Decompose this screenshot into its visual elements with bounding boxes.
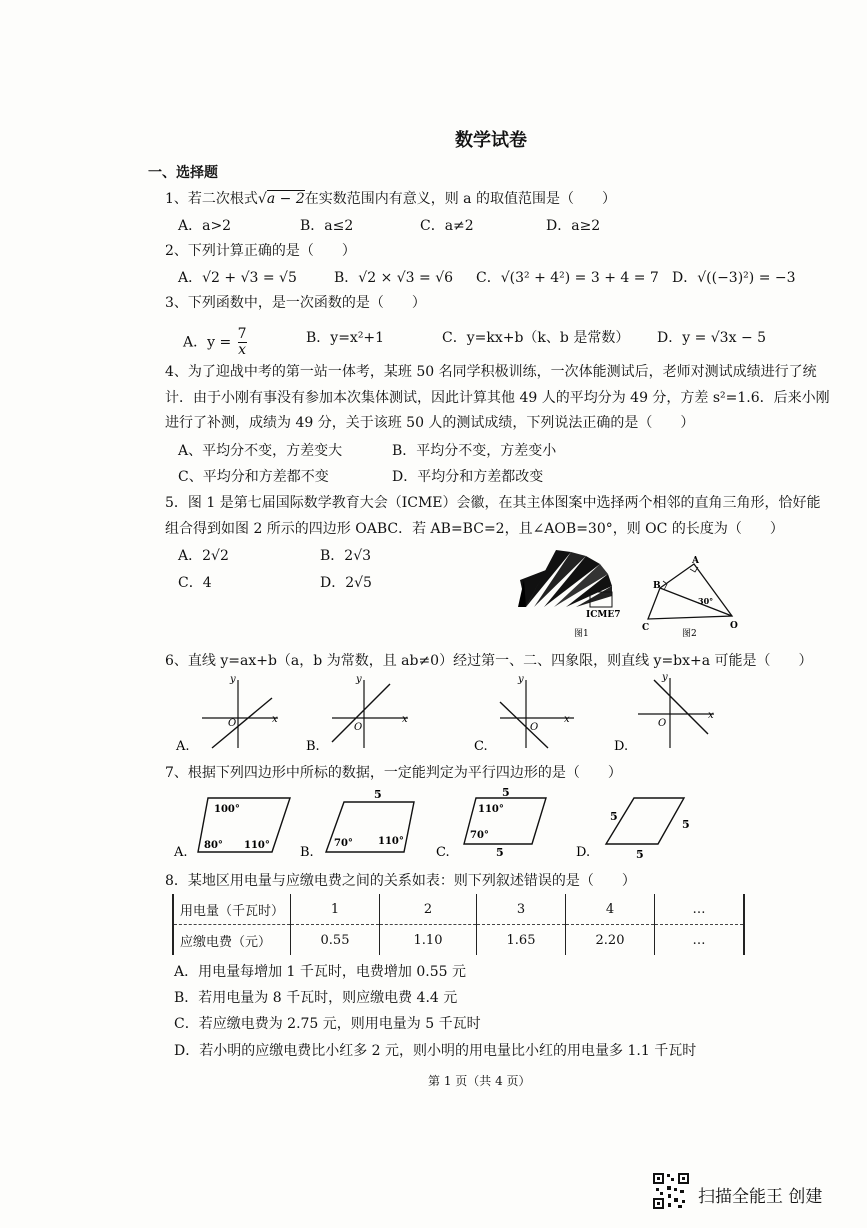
q8-option-a: A．用电量每增加 1 千瓦时，电费增加 0.55 元 xyxy=(174,964,466,980)
question-5-line-1: 5．图 1 是第七届国际数学教育大会（ICME）会徽，在其主体图案中选择两个相邻的直角三角形，恰好能 xyxy=(165,495,821,511)
section-heading: 一、选择题 xyxy=(148,165,218,181)
option-d-label: D. xyxy=(614,739,629,754)
origin-label: O xyxy=(658,718,667,729)
figure-2-caption: 图2 xyxy=(682,629,697,639)
question-8-stem: 8．某地区用电量与应缴电费之间的关系如表：则下列叙述错误的是（ ） xyxy=(165,873,636,889)
table-cell: 1.10 xyxy=(380,925,477,956)
question-1-stem xyxy=(165,188,616,208)
x-axis-label: x xyxy=(708,710,714,721)
x-axis-label: x xyxy=(272,714,278,725)
point-o-label: O xyxy=(730,621,738,631)
table-cell: 4 xyxy=(566,894,655,925)
option-b-label: B. xyxy=(306,739,320,754)
question-4-line-3: 进行了补测，成绩为 49 分，关于该班 50 人的测试成绩，下列说法正确的是（ ） xyxy=(165,415,695,431)
question-4-line-2: 计．由于小刚有事没有参加本次集体测试，因此计算其他 49 人的平均分为 49 分，方差 s²=1.6．后来小刚 xyxy=(165,390,830,406)
angle-label: 100° xyxy=(214,804,240,815)
angle-label: 110° xyxy=(478,804,504,815)
q2-option-a: A．√2 + √3 = √5 xyxy=(178,270,297,286)
quadrilateral-figure xyxy=(640,556,740,638)
graph-option-c xyxy=(474,668,584,754)
q3-a-prefix: A．y = xyxy=(183,334,232,351)
side-label: 5 xyxy=(636,848,644,861)
table-cell: … xyxy=(655,925,745,956)
angle-label: 70° xyxy=(334,838,353,849)
table-cell: 2.20 xyxy=(566,925,655,956)
q1-option-b: B．a≤2 xyxy=(300,218,354,234)
q1-stem-part1: 1、若二次根式 xyxy=(165,191,258,207)
question-2-stem: 2、下列计算正确的是（ ） xyxy=(165,243,356,259)
angle-label: 70° xyxy=(470,830,489,841)
icme-logo-figure xyxy=(516,540,626,640)
q1-stem-part2: 在实数范围内有意义，则 a 的取值范围是（ ） xyxy=(304,191,616,207)
graph-line xyxy=(212,698,272,748)
q8-option-c: C．若应缴电费为 2.75 元，则用电量为 5 千瓦时 xyxy=(174,1016,481,1032)
y-axis-label: y xyxy=(518,674,524,685)
question-6-stem: 6、直线 y=ax+b（a，b 为常数，且 ab≠0）经过第一、二、四象限，则直线 y=bx+a 可能是（ ） xyxy=(165,653,813,669)
y-axis-label: y xyxy=(230,674,236,685)
radical-symbol: √ xyxy=(257,191,267,207)
side-label: 5 xyxy=(502,786,510,799)
quad-option-a xyxy=(174,790,304,860)
graph-option-a xyxy=(176,668,286,754)
option-c-label: C. xyxy=(436,845,450,860)
q1-option-d: D．a≥2 xyxy=(546,218,601,234)
q5-option-d: D．2√5 xyxy=(320,575,372,591)
q1-radicand: a − 2 xyxy=(266,191,305,207)
option-d-label: D. xyxy=(576,845,591,860)
question-3-stem: 3、下列函数中，是一次函数的是（ ） xyxy=(165,295,426,311)
point-a-label: A xyxy=(692,556,699,566)
electricity-table xyxy=(172,894,745,955)
q5-option-a: A．2√2 xyxy=(178,548,229,564)
table-cell: 2 xyxy=(380,894,477,925)
table-cell: 1.65 xyxy=(477,925,566,956)
angle-label: 80° xyxy=(204,840,223,851)
option-a-label: A. xyxy=(174,845,188,860)
graph-line xyxy=(332,684,390,742)
page-number: 第 1 页（共 4 页） xyxy=(428,1074,531,1088)
point-c-label: C xyxy=(642,623,650,633)
table-header-cell: 用电量（千瓦时） xyxy=(173,894,291,925)
page-title: 数学试卷 xyxy=(455,130,527,151)
q4-option-b: B．平均分不变，方差变小 xyxy=(392,443,557,459)
scanner-watermark: 扫描全能王 创建 xyxy=(698,1187,823,1207)
table-cell: 3 xyxy=(477,894,566,925)
graph-line xyxy=(500,702,548,748)
q1-option-a: A．a>2 xyxy=(178,218,232,234)
y-axis-label: y xyxy=(662,672,668,683)
table-cell: 0.55 xyxy=(291,925,380,956)
option-c-label: C. xyxy=(474,739,488,754)
q5-option-b: B．2√3 xyxy=(320,548,372,564)
option-a-label: A. xyxy=(176,739,190,754)
qr-code-icon xyxy=(652,1172,690,1210)
origin-label: O xyxy=(354,722,363,733)
icme7-label: ICME7 xyxy=(586,610,621,620)
question-7-stem: 7、根据下列四边形中所标的数据，一定能判定为平行四边形的是（ ） xyxy=(165,765,622,781)
side-label: 5 xyxy=(374,788,382,801)
q3-option-c: C．y=kx+b（k、b 是常数） xyxy=(442,330,630,346)
angle-label: 110° xyxy=(378,836,404,847)
graph-option-d xyxy=(614,668,724,754)
q4-option-c: C、平均分和方差都不变 xyxy=(178,469,329,485)
table-header-cell: 应缴电费（元） xyxy=(173,925,291,956)
y-axis-label: y xyxy=(356,674,362,685)
point-b-label: B xyxy=(653,581,661,591)
quad-option-b xyxy=(300,788,430,860)
fraction-denominator: x xyxy=(238,342,247,358)
q3-option-d: D．y = √3x − 5 xyxy=(657,330,767,346)
fraction-numerator: 7 xyxy=(237,326,247,342)
side-label: 5 xyxy=(682,818,690,831)
x-axis-label: x xyxy=(402,714,408,725)
question-4-line-1: 4、为了迎战中考的第一站一体考，某班 50 名同学积极训练，一次体能测试后，老师对测试成绩进行了统 xyxy=(165,364,817,380)
side-label: 5 xyxy=(610,810,618,823)
side-label: 5 xyxy=(496,846,504,859)
q8-option-b: B．若用电量为 8 千瓦时，则应缴电费 4.4 元 xyxy=(174,990,458,1006)
q2-option-d: D．√((−3)²) = −3 xyxy=(672,270,796,286)
table-row xyxy=(173,925,744,956)
table-cell: 1 xyxy=(291,894,380,925)
quad-option-d xyxy=(576,790,706,860)
quadrilateral xyxy=(606,798,684,844)
q4-option-d: D．平均分和方差都改变 xyxy=(392,469,544,485)
q2-option-b: B．√2 × √3 = √6 xyxy=(334,270,454,286)
origin-label: O xyxy=(228,718,237,729)
angle-label: 30° xyxy=(698,596,714,606)
x-axis-label: x xyxy=(564,714,570,725)
q5-option-c: C．4 xyxy=(178,575,212,591)
graph-option-b xyxy=(306,668,416,754)
table-cell: … xyxy=(655,894,745,925)
q3-option-a xyxy=(183,327,247,358)
q3-option-b: B．y=x²+1 xyxy=(306,330,385,346)
quad-option-c xyxy=(436,786,566,860)
q4-option-a: A、平均分不变，方差变大 xyxy=(178,443,343,459)
figure-1-caption: 图1 xyxy=(574,629,589,639)
q2-option-c: C．√(3² + 4²) = 3 + 4 = 7 xyxy=(476,270,659,286)
fraction xyxy=(238,327,247,358)
question-5-line-2: 组合得到如图 2 所示的四边形 OABC．若 AB=BC=2，且∠AOB=30°，则 OC 的长度为（ ） xyxy=(165,521,784,537)
angle-label: 110° xyxy=(244,840,270,851)
q8-option-d: D．若小明的应缴电费比小红多 2 元，则小明的用电量比小红的用电量多 1.1 千瓦时 xyxy=(174,1043,697,1059)
option-b-label: B. xyxy=(300,845,314,860)
origin-label: O xyxy=(530,722,539,733)
table-row xyxy=(173,894,744,925)
q1-option-c: C．a≠2 xyxy=(420,218,474,234)
